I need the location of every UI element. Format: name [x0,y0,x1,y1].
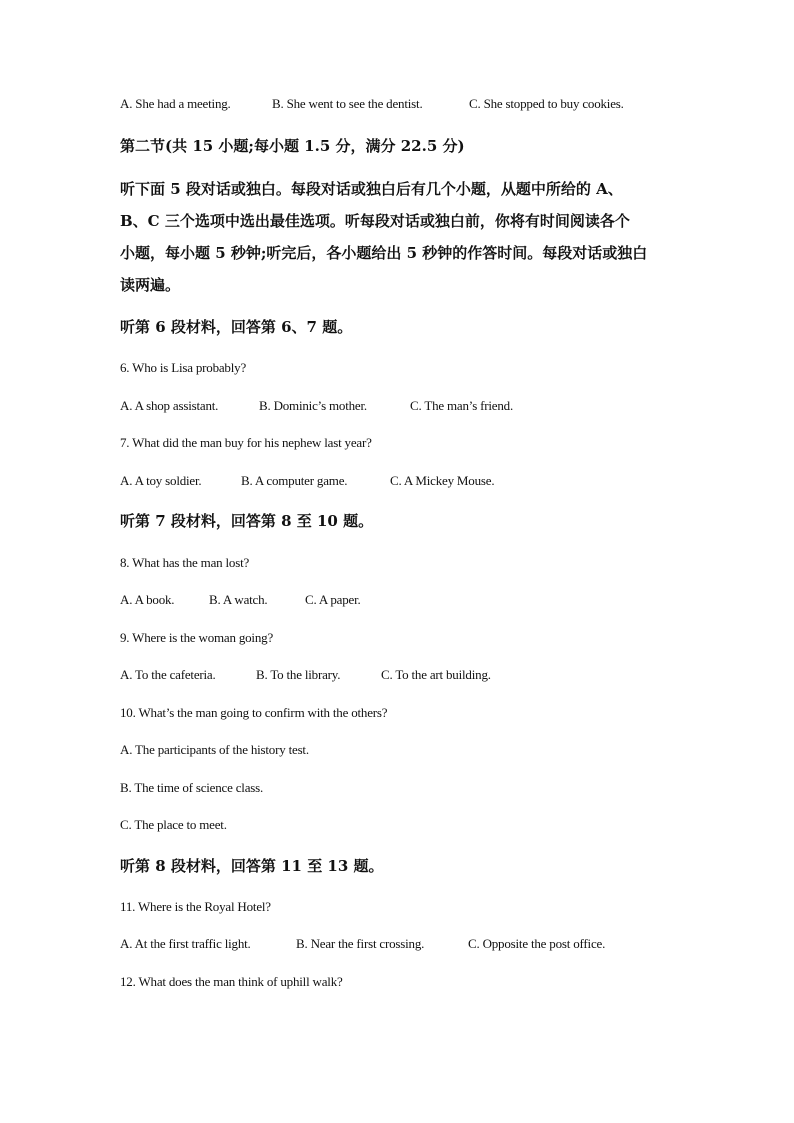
instructions-line: 读两遍。 [120,276,181,294]
q5-options [120,96,624,112]
q9-option-b: B. To the library. [256,667,341,682]
q11-option-c: C. Opposite the post office. [468,936,606,951]
q10-option-b: B. The time of science class. [120,780,264,795]
q5-option-b: B. She went to see the dentist. [272,96,423,111]
instructions-paragraph [120,173,680,301]
q8-option-c: C. A paper. [305,592,361,607]
q9-option-a: A. To the cafeteria. [120,667,216,682]
material7-heading: 听第 7 段材料，回答第 8 至 10 题。 [120,512,374,530]
q9-stem: 9. Where is the woman going? [120,630,274,645]
q5-option-a: A. She had a meeting. [120,96,231,111]
q6-stem: 6. Who is Lisa probably? [120,360,247,375]
q12-stem: 12. What does the man think of uphill walk? [120,974,343,989]
q11-option-a: A. At the first traffic light. [120,936,251,951]
q6-option-b: B. Dominic’s mother. [259,398,367,413]
q7-option-a: A. A toy soldier. [120,473,202,488]
q6-options [120,398,513,414]
q6-option-c: C. The man’s friend. [410,398,513,413]
q9-option-c: C. To the art building. [381,667,491,682]
instructions-line: B、C 三个选项中选出最佳选项。听每段对话或独白前，你将有时间阅读各个 [120,212,630,230]
q5-option-c: C. She stopped to buy cookies. [469,96,624,111]
q11-option-b: B. Near the first crossing. [296,936,425,951]
q7-stem: 7. What did the man buy for his nephew last year? [120,435,372,450]
q10-stem: 10. What’s the man going to confirm with the others? [120,705,388,720]
q6-option-a: A. A shop assistant. [120,398,219,413]
q7-option-c: C. A Mickey Mouse. [390,473,495,488]
q7-options [120,473,494,489]
q9-options [120,667,491,683]
q10-option-c: C. The place to meet. [120,817,227,832]
instructions-line: 听下面 5 段对话或独白。每段对话或独白后有几个小题，从题中所给的 A、 [120,180,623,198]
q8-option-a: A. A book. [120,592,175,607]
q11-stem: 11. Where is the Royal Hotel? [120,899,271,914]
q11-options [120,936,605,952]
q8-option-b: B. A watch. [209,592,268,607]
instructions-line: 小题，每小题 5 秒钟;听完后，各小题给出 5 秒钟的作答时间。每段对话或独白 [120,244,648,262]
material8-heading: 听第 8 段材料，回答第 11 至 13 题。 [120,857,384,875]
material6-heading: 听第 6 段材料，回答第 6、7 题。 [120,318,353,336]
section2-title: 第二节(共 15 小题;每小题 1.5 分，满分 22.5 分) [120,137,465,155]
q10-option-a: A. The participants of the history test. [120,742,309,757]
q7-option-b: B. A computer game. [241,473,348,488]
q8-options [120,592,361,608]
q8-stem: 8. What has the man lost? [120,555,250,570]
